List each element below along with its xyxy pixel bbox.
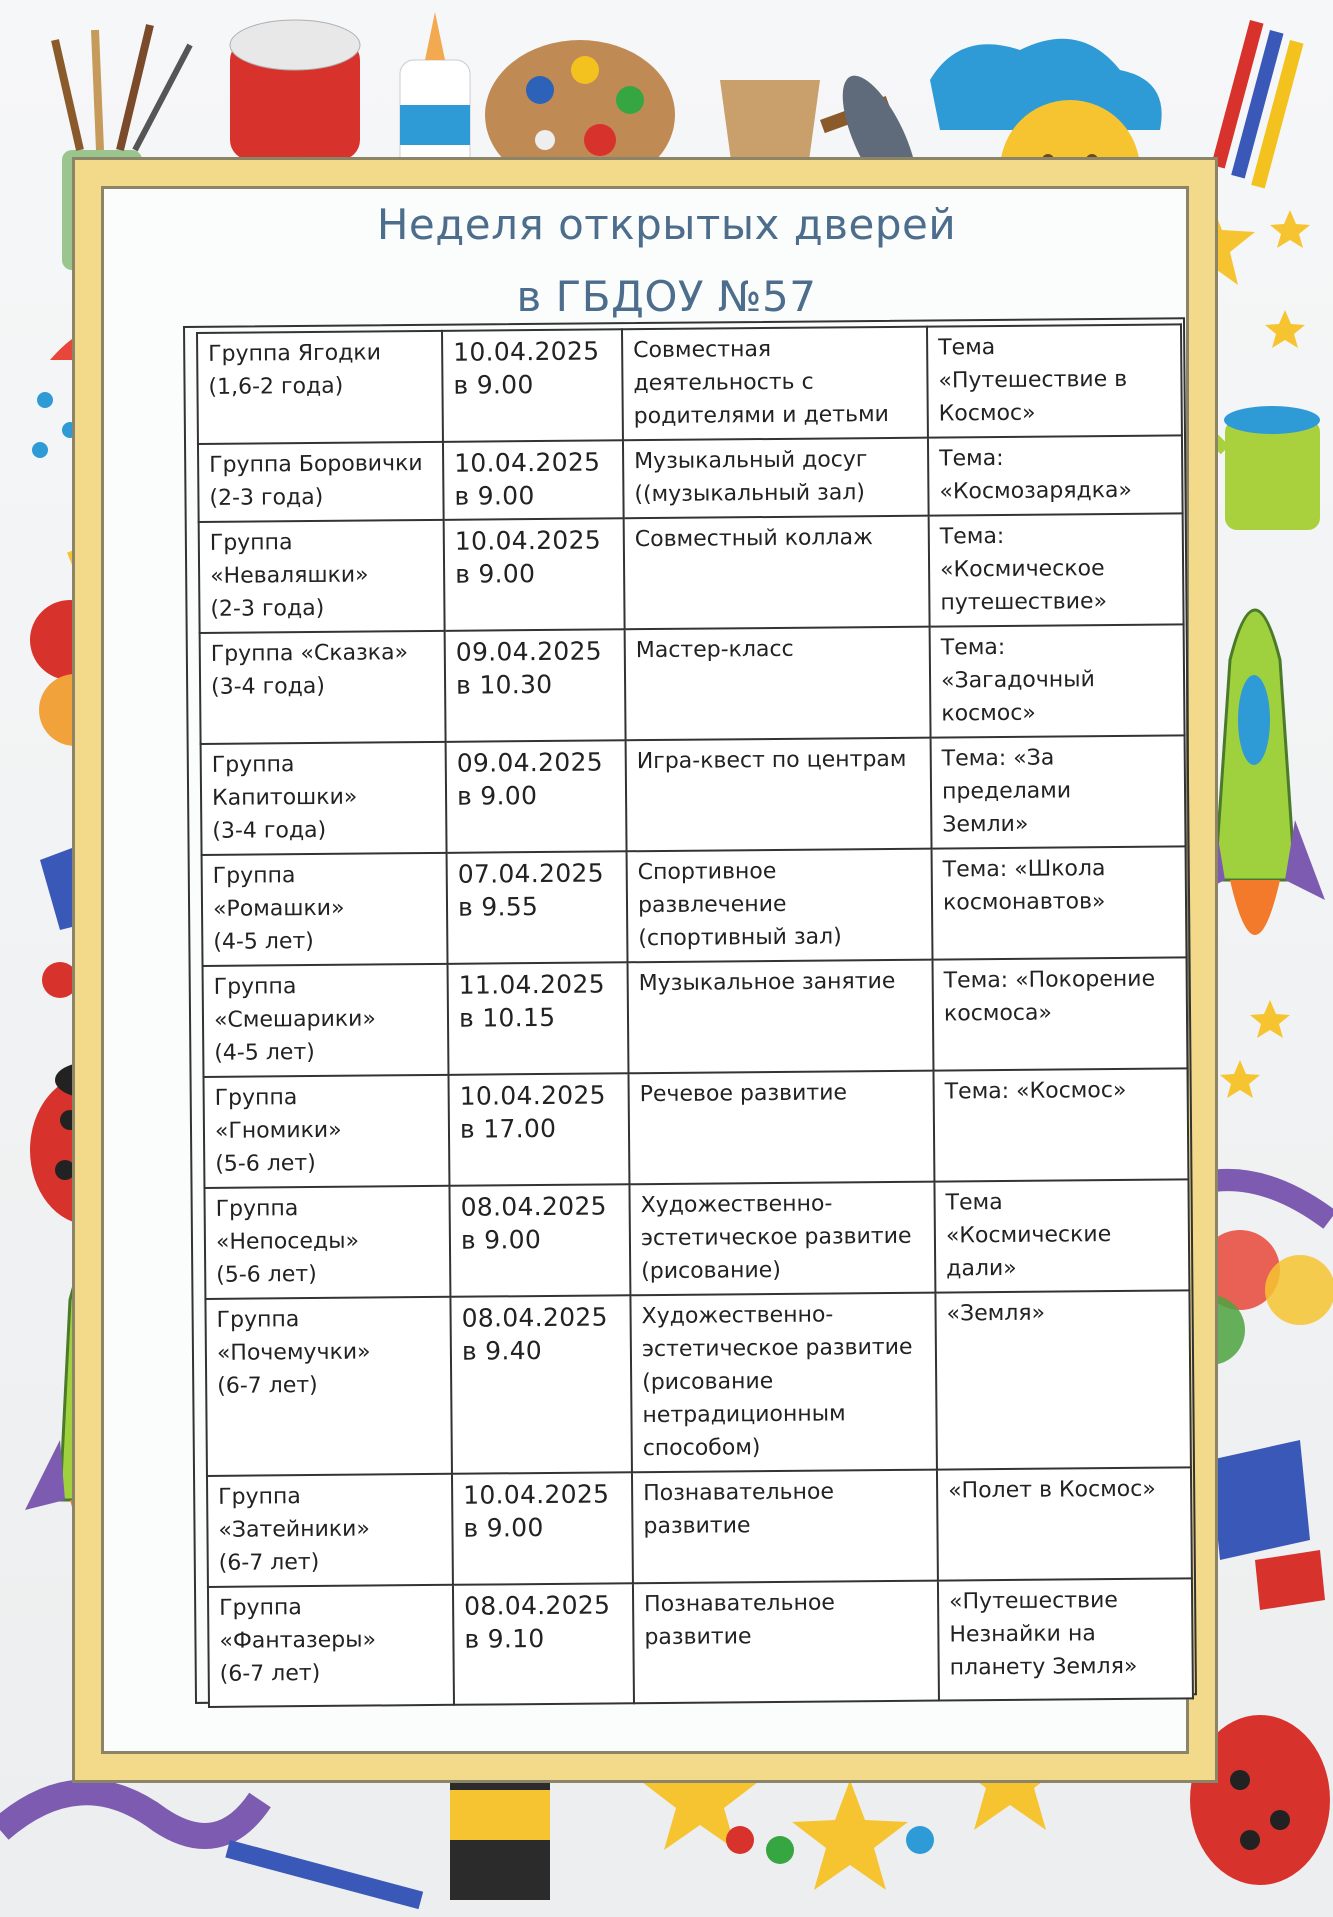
group-text-line: (6-7 лет) [218, 1549, 320, 1576]
date-text-line: в 9.00 [454, 481, 535, 511]
cell-activity [630, 1293, 937, 1473]
cell-group [197, 331, 443, 444]
cell-date [449, 1184, 630, 1297]
group-text-line: Группа «Сказка» [210, 640, 409, 667]
page-subtitle: в ГБДОУ №57 [516, 272, 817, 321]
date-text-line: 09.04.2025 [455, 636, 603, 667]
group-text-line: Группа [215, 1196, 299, 1222]
cell-group [204, 1186, 450, 1299]
group-text-line: (5-6 лет) [216, 1261, 317, 1288]
group-text-line: (3-4 года) [210, 673, 326, 700]
schedule-table-body [197, 324, 1193, 1707]
group-text-line: (2-3 года) [210, 595, 325, 622]
activity-text-line: (рисование [642, 1369, 774, 1396]
group-text-line: (2-3 года) [209, 484, 324, 511]
activity-text-line: (спортивный зал) [638, 924, 842, 952]
table-row [200, 624, 1185, 744]
group-text-line: (4-5 лет) [214, 1039, 315, 1066]
activity-text-line: развитие [643, 1513, 751, 1540]
cell-date [444, 518, 625, 631]
activity-text-line: родителями и детьми [633, 401, 890, 430]
theme-text-line: путешествие» [940, 589, 1108, 616]
group-text-line: «Ромашки» [212, 895, 345, 922]
group-text-line: Группа [218, 1484, 301, 1510]
theme-text-line: «Путешествие [949, 1588, 1118, 1615]
date-text-line: в 9.10 [464, 1624, 545, 1654]
cell-theme [938, 1578, 1193, 1700]
group-text-line: Группа [209, 530, 293, 556]
group-text-line: «Непоседы» [215, 1228, 360, 1255]
activity-text-line: Совместный коллаж [634, 525, 873, 553]
activity-text-line: Мастер-класс [635, 636, 794, 664]
cell-activity [629, 1182, 935, 1296]
cell-theme [935, 1290, 1191, 1469]
activity-text-line: Художественно- [641, 1302, 834, 1330]
cell-date [442, 329, 623, 442]
cell-activity [623, 438, 929, 519]
activity-text-line: ((музыкальный зал) [634, 480, 866, 508]
group-text-line: (6-7 лет) [219, 1660, 321, 1687]
group-text-line: (6-7 лет) [217, 1372, 318, 1399]
date-text-line: в 9.00 [453, 370, 534, 400]
date-text-line: 08.04.2025 [460, 1191, 607, 1222]
date-text-line: 08.04.2025 [461, 1302, 608, 1333]
theme-text-line: Космос» [938, 400, 1036, 427]
group-text-line: Группа Ягодки [208, 340, 382, 367]
activity-text-line: Спортивное [637, 858, 777, 886]
crayons-icon [1211, 20, 1303, 189]
date-text-line: 10.04.2025 [454, 525, 602, 556]
cell-theme [931, 735, 1186, 848]
group-text-line: Группа [219, 1595, 302, 1621]
cell-group [198, 442, 444, 522]
cell-activity [628, 1071, 934, 1185]
activity-text-line: Музыкальное занятие [638, 968, 896, 997]
theme-text-line: Тема: «За [941, 745, 1055, 772]
group-text-line: Группа [214, 1085, 298, 1111]
table-row [199, 513, 1184, 633]
date-text-line: в 9.00 [460, 1225, 542, 1255]
activity-text-line: Музыкальный досуг [634, 447, 868, 475]
activity-text-line: способом) [642, 1435, 761, 1462]
group-text-line: «Гномики» [214, 1117, 342, 1144]
date-text-line: в 9.40 [461, 1336, 543, 1366]
table-row [201, 735, 1186, 855]
date-text-line: 11.04.2025 [458, 969, 605, 1000]
group-text-line: Группа [211, 752, 295, 778]
activity-text-line: Познавательное [643, 1479, 835, 1507]
cell-activity [628, 960, 934, 1074]
cell-date [448, 1073, 629, 1186]
theme-text-line: планету Земля» [949, 1653, 1138, 1681]
theme-text-line: Тема: «Космос» [944, 1077, 1127, 1105]
activity-text-line: нетрадиционным [642, 1401, 846, 1429]
table-row [204, 1179, 1189, 1299]
cell-activity [625, 627, 931, 741]
cell-group [201, 742, 447, 855]
theme-text-line: пределами [941, 778, 1072, 805]
group-text-line: «Почемучки» [216, 1339, 371, 1366]
group-text-line: «Фантазеры» [219, 1627, 377, 1654]
cell-group [207, 1474, 453, 1587]
date-text-line: 08.04.2025 [464, 1590, 611, 1621]
cell-date [452, 1472, 633, 1585]
theme-text-line: «Космическое [939, 556, 1105, 583]
date-text-line: в 10.15 [458, 1002, 556, 1033]
activity-text-line: Познавательное [644, 1590, 836, 1618]
group-text-line: (1,6-2 года) [208, 373, 344, 400]
cell-activity [627, 849, 933, 963]
group-text-line: Капитошки» [211, 784, 358, 811]
activity-text-line: Игра-квест по центрам [636, 746, 907, 775]
cell-group [204, 1075, 450, 1188]
group-text-line: (3-4 года) [212, 817, 327, 844]
date-text-line: 09.04.2025 [456, 747, 604, 778]
cell-theme [933, 957, 1188, 1070]
cell-group [203, 964, 449, 1077]
cell-date [443, 440, 624, 520]
cell-date [453, 1583, 634, 1705]
cell-date [450, 1295, 632, 1474]
cell-date [445, 629, 626, 742]
activity-text-line: эстетическое развитие [640, 1223, 912, 1252]
theme-text-line: «Космические [945, 1222, 1112, 1249]
theme-text-line: космоса» [943, 1000, 1053, 1027]
theme-text-line: «Полет в Космос» [948, 1476, 1156, 1504]
group-text-line: «Затейники» [218, 1516, 370, 1543]
bag-icon [1210, 1440, 1325, 1610]
cell-activity [626, 738, 932, 852]
cell-theme [934, 1179, 1189, 1292]
cell-activity [633, 1581, 939, 1704]
table-row [204, 1068, 1189, 1188]
theme-text-line: Тема: [939, 445, 1004, 472]
theme-text-line: Незнайки на [949, 1621, 1096, 1648]
theme-text-line: «Космозарядка» [939, 477, 1133, 505]
date-text-line: 07.04.2025 [457, 858, 605, 889]
group-text-line: (5-6 лет) [215, 1150, 316, 1177]
cell-theme [937, 1467, 1192, 1580]
date-text-line: в 17.00 [459, 1113, 557, 1144]
group-text-line: Группа [212, 863, 296, 889]
date-text-line: 10.04.2025 [463, 1479, 610, 1510]
theme-text-line: Тема [938, 335, 996, 361]
table-row [197, 324, 1182, 444]
group-text-line: Группа [213, 974, 297, 1000]
theme-text-line: «Загадочный [940, 667, 1095, 694]
cell-theme [930, 624, 1185, 737]
date-text-line: 10.04.2025 [454, 447, 601, 478]
theme-text-line: Земли» [942, 811, 1029, 838]
cell-theme [927, 324, 1182, 437]
cell-group [205, 1297, 452, 1476]
cell-date [448, 962, 629, 1075]
table-row [203, 957, 1188, 1077]
cell-date [447, 851, 628, 964]
activity-text-line: развлечение [637, 891, 787, 919]
activity-text-line: (рисование) [641, 1257, 781, 1285]
activity-text-line: деятельность с [633, 369, 814, 397]
page-title: Неделя открытых дверей [376, 200, 957, 249]
theme-text-line: «Путешествие в [938, 366, 1128, 394]
theme-text-line: Тема: [939, 523, 1005, 550]
group-text-line: «Неваляшки» [210, 562, 369, 589]
cell-theme [933, 1068, 1188, 1181]
table-row [202, 846, 1187, 966]
theme-text-line: Тема: «Школа [942, 856, 1106, 883]
cell-group [202, 853, 448, 966]
theme-text-line: «Земля» [946, 1300, 1046, 1327]
cell-theme [929, 513, 1184, 626]
theme-text-line: дали» [946, 1255, 1017, 1282]
theme-text-line: космонавтов» [942, 889, 1106, 916]
date-text-line: в 9.00 [456, 781, 538, 811]
date-text-line: в 9.00 [463, 1513, 544, 1543]
date-text-line: 10.04.2025 [459, 1080, 606, 1111]
group-text-line: «Смешарики» [213, 1006, 376, 1033]
cell-theme [932, 846, 1187, 959]
group-text-line: Группа Боровички [209, 451, 423, 478]
cell-activity [622, 327, 928, 441]
date-text-line: в 10.30 [455, 669, 553, 700]
activity-text-line: Художественно- [640, 1191, 833, 1219]
theme-text-line: Тема: «Покорение [943, 966, 1156, 994]
cell-theme [928, 435, 1183, 515]
cell-group [208, 1585, 454, 1707]
stars-small-icon [1220, 1000, 1290, 1098]
cell-date [446, 740, 627, 853]
cell-group [200, 631, 446, 744]
activity-text-line: Совместная [633, 336, 772, 364]
activity-text-line: развитие [644, 1624, 752, 1651]
activity-text-line: эстетическое развитие [641, 1334, 913, 1363]
theme-text-line: Тема: [940, 634, 1006, 661]
table-row [208, 1578, 1193, 1707]
group-text-line: (4-5 лет) [213, 928, 314, 955]
table-row [205, 1290, 1191, 1476]
cell-activity [624, 516, 930, 630]
table-row [207, 1467, 1192, 1587]
activity-text-line: Речевое развитие [639, 1080, 848, 1108]
cell-activity [632, 1470, 938, 1584]
table-row [198, 435, 1183, 522]
date-text-line: 10.04.2025 [453, 336, 600, 367]
date-text-line: в 9.55 [457, 892, 539, 922]
group-text-line: Группа [216, 1307, 300, 1333]
theme-text-line: космос» [941, 700, 1036, 727]
cell-group [199, 520, 445, 633]
theme-text-line: Тема [945, 1189, 1003, 1216]
schedule-table [196, 323, 1194, 1708]
date-text-line: в 9.00 [454, 559, 536, 589]
